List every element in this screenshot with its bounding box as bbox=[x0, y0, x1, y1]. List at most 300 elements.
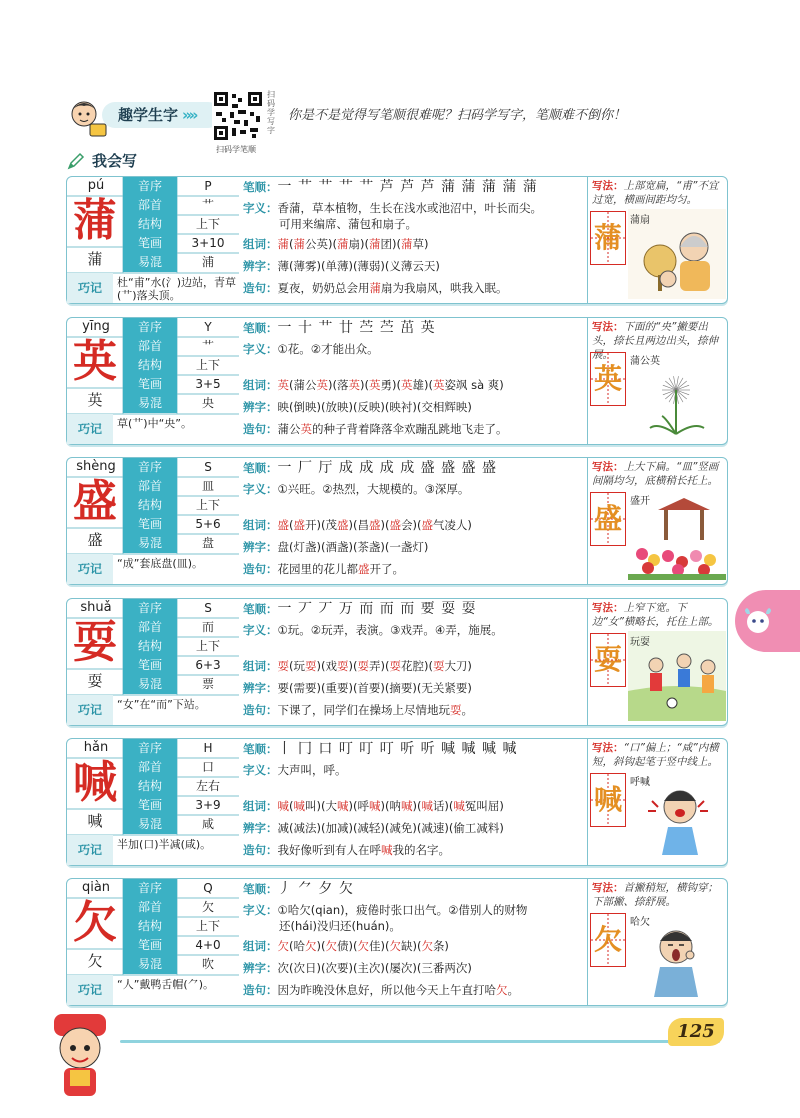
prop-value: 咸 bbox=[201, 817, 214, 831]
big-character: 喊 bbox=[73, 757, 117, 808]
detail-panel bbox=[239, 177, 587, 303]
stroke-order-label: 笔顺： bbox=[243, 882, 278, 896]
sentence-label: 造句： bbox=[243, 562, 278, 576]
prop-key: 音序 bbox=[123, 318, 177, 337]
prop-value: 上下 bbox=[195, 358, 220, 372]
writing-label: 写法： bbox=[592, 882, 624, 894]
words-line bbox=[243, 237, 428, 252]
writing-label: 写法： bbox=[592, 602, 624, 614]
arrows-icon: »» bbox=[182, 106, 196, 124]
distinguish-label: 辨字： bbox=[243, 821, 278, 835]
illustration-image bbox=[628, 986, 726, 1005]
prop-row-radical bbox=[123, 337, 239, 356]
prop-key: 部首 bbox=[123, 196, 177, 215]
prop-key: 部首 bbox=[123, 477, 177, 496]
char-card-sheng bbox=[66, 457, 728, 585]
prop-value: Y bbox=[204, 320, 212, 334]
trick-text: 半加(口)半减(咸)。 bbox=[117, 838, 212, 851]
student-mascot-icon bbox=[60, 96, 108, 138]
big-character: 蒲 bbox=[73, 195, 117, 246]
pinyin: qiàn bbox=[81, 880, 111, 895]
prop-value: P bbox=[204, 179, 212, 193]
words-text: 盛(盛开)(茂盛)(昌盛)(盛会)(盛气凌人) bbox=[277, 518, 472, 532]
stroke-order-label: 笔顺： bbox=[243, 742, 278, 756]
writing-panel bbox=[587, 318, 728, 444]
writing-panel bbox=[587, 879, 728, 1005]
sentence-text: 因为昨晚没休息好，所以他今天上午直打哈欠。 bbox=[277, 983, 519, 997]
distinguish-label: 辨字： bbox=[243, 961, 278, 975]
tianzige-box bbox=[590, 352, 626, 406]
writing-text: 上窄下宽。下边“女”横略长，托住上部。 bbox=[592, 602, 719, 628]
illustration-caption: 呼喊 bbox=[630, 777, 650, 788]
writing-label: 写法： bbox=[592, 180, 624, 192]
prop-key: 易混 bbox=[123, 675, 177, 694]
properties-table bbox=[123, 458, 239, 554]
sentence-label: 造句： bbox=[243, 422, 278, 436]
sentence-line bbox=[243, 422, 508, 437]
meaning-line-2 bbox=[279, 217, 417, 232]
prop-row-strokes bbox=[123, 936, 239, 955]
prop-row-structure bbox=[123, 215, 239, 234]
prop-value: 4+0 bbox=[195, 938, 221, 952]
qr-code-icon[interactable] bbox=[212, 90, 264, 142]
prop-key: 结构 bbox=[123, 637, 177, 656]
stroke-order-line bbox=[243, 321, 436, 336]
prop-key: 笔画 bbox=[123, 656, 177, 675]
distinguish-line bbox=[243, 540, 428, 555]
words-line bbox=[243, 659, 472, 674]
trick-label: 巧记 bbox=[67, 273, 113, 303]
writing-text: “口”偏上；“咸”内横短，斜钩起笔于竖中线上。 bbox=[592, 742, 719, 768]
meaning-label: 字义： bbox=[243, 201, 278, 215]
writing-text: 上大下扁。“皿”竖画间隔均匀，底横稍长托上。 bbox=[592, 461, 719, 487]
prop-row-radical bbox=[123, 618, 239, 637]
prop-row-radical bbox=[123, 898, 239, 917]
trick-row bbox=[67, 695, 239, 725]
illustration-image bbox=[628, 846, 726, 865]
prop-key: 易混 bbox=[123, 534, 177, 553]
words-line bbox=[243, 518, 472, 533]
properties-table bbox=[123, 599, 239, 695]
practice-character: 英 bbox=[593, 362, 622, 395]
illustration-caption: 蒲公英 bbox=[630, 356, 660, 367]
illustration bbox=[628, 350, 726, 440]
prop-value: 5+6 bbox=[195, 517, 221, 531]
sentence-line bbox=[243, 562, 404, 577]
prop-row-confusable bbox=[123, 675, 239, 694]
section-title-text: 我会写 bbox=[92, 152, 138, 170]
pinyin: hǎn bbox=[83, 740, 109, 755]
prop-row-structure bbox=[123, 917, 239, 936]
prop-key: 结构 bbox=[123, 496, 177, 515]
stroke-order-label: 笔顺： bbox=[243, 461, 278, 475]
prop-key: 音序 bbox=[123, 739, 177, 758]
words-line bbox=[243, 799, 504, 814]
practice-character: 耍 bbox=[593, 643, 622, 676]
prop-value: 3+10 bbox=[191, 236, 225, 250]
stroke-sequence: 一 厂 厅 成 成 成 成 盛 盛 盛 盛 bbox=[277, 460, 498, 476]
sentence-label: 造句： bbox=[243, 703, 278, 717]
sentence-line bbox=[243, 281, 508, 296]
pinyin: shèng bbox=[76, 459, 116, 474]
meaning-text: 大声叫，呼。 bbox=[277, 763, 347, 777]
prop-row-strokes bbox=[123, 656, 239, 675]
stroke-sequence: 一 丆 丆 万 而 而 而 要 耍 耍 bbox=[277, 601, 477, 617]
footer-line bbox=[120, 1040, 720, 1043]
prop-key: 音序 bbox=[123, 879, 177, 898]
distinguish-text: 盘(灯盏)(酒盏)(茶盏)(一盏灯) bbox=[277, 540, 429, 554]
prop-value: 3+9 bbox=[195, 798, 221, 812]
sentence-label: 造句： bbox=[243, 983, 278, 997]
writing-text: 下面的“央”撇要出头，捺长且两边出头，捺伸展。 bbox=[592, 321, 718, 361]
prop-key: 结构 bbox=[123, 356, 177, 375]
header bbox=[60, 88, 760, 154]
prop-row-structure bbox=[123, 777, 239, 796]
distinguish-line bbox=[243, 681, 472, 696]
properties-table bbox=[123, 879, 239, 975]
illustration-image bbox=[628, 706, 726, 725]
words-text: 欠(哈欠)(欠债)(欠佳)(欠缺)(欠条) bbox=[277, 939, 449, 953]
stroke-sequence: 一 ⺾ 艹 艹 艹 芦 芦 芦 蒲 蒲 蒲 蒲 蒲 bbox=[277, 179, 538, 195]
practice-character: 蒲 bbox=[593, 221, 622, 254]
prop-value: 央 bbox=[201, 396, 214, 410]
prop-key: 结构 bbox=[123, 917, 177, 936]
writing-tip bbox=[592, 881, 724, 909]
prop-value: S bbox=[204, 460, 212, 474]
meaning-line bbox=[243, 201, 542, 216]
side-tab bbox=[735, 590, 800, 652]
meaning-label: 字义： bbox=[243, 482, 278, 496]
qr-caption: 扫码学笔顺 bbox=[216, 145, 256, 154]
practice-character: 盛 bbox=[593, 502, 622, 535]
prop-row-structure bbox=[123, 496, 239, 515]
char-card-ying bbox=[66, 317, 728, 445]
stroke-order-label: 笔顺： bbox=[243, 180, 278, 194]
prop-key: 部首 bbox=[123, 898, 177, 917]
stroke-sequence: 丿 ⺈ 夕 欠 bbox=[277, 881, 354, 897]
prop-key: 易混 bbox=[123, 394, 177, 413]
illustration bbox=[628, 911, 726, 1001]
prop-value: 浦 bbox=[201, 255, 214, 269]
distinguish-text: 次(次日)(次要)(主次)(屡次)(三番两次) bbox=[277, 961, 472, 975]
stroke-order-label: 笔顺： bbox=[243, 321, 278, 335]
prop-row-confusable bbox=[123, 955, 239, 974]
prop-key: 易混 bbox=[123, 253, 177, 272]
tianzige-box bbox=[590, 633, 626, 687]
illustration-caption: 盛开 bbox=[630, 496, 650, 507]
meaning-text: 香蒲，草本植物，生长在浅水或池沼中，叶长而尖。 bbox=[277, 201, 542, 215]
pinyin: pú bbox=[87, 178, 105, 193]
stroke-order-line bbox=[243, 180, 538, 195]
words-label: 组词： bbox=[243, 939, 278, 953]
distinguish-line bbox=[243, 821, 504, 836]
writing-panel bbox=[587, 177, 728, 303]
prop-value: 左右 bbox=[195, 779, 220, 793]
distinguish-text: 减(减法)(加减)(减轻)(减免)(减速)(偷工减料) bbox=[277, 821, 504, 835]
writing-tip bbox=[592, 601, 724, 629]
prop-row-strokes bbox=[123, 234, 239, 253]
sentence-line bbox=[243, 983, 519, 998]
meaning-text: ①玩。②玩弄，表演。③戏弄。④弄，施展。 bbox=[277, 623, 503, 637]
words-label: 组词： bbox=[243, 378, 278, 392]
trick-row bbox=[67, 835, 239, 865]
meaning-label: 字义： bbox=[243, 623, 278, 637]
distinguish-line bbox=[243, 400, 472, 415]
prop-value: 上下 bbox=[195, 919, 220, 933]
practice-character: 喊 bbox=[593, 783, 622, 816]
trick-label: 巧记 bbox=[67, 695, 113, 725]
detail-panel bbox=[239, 739, 587, 865]
writing-label: 写法： bbox=[592, 321, 624, 333]
trick-label: 巧记 bbox=[67, 554, 113, 584]
words-label: 组词： bbox=[243, 518, 278, 532]
illustration-caption: 哈欠 bbox=[630, 917, 650, 928]
prop-row-order bbox=[123, 318, 239, 337]
big-character: 欠 bbox=[73, 897, 117, 948]
prop-row-structure bbox=[123, 356, 239, 375]
meaning-text: ①花。②才能出众。 bbox=[277, 342, 379, 356]
sentence-text: 夏夜，奶奶总会用蒲扇为我扇风，哄我入眠。 bbox=[277, 281, 508, 295]
prop-row-structure bbox=[123, 637, 239, 656]
properties-table bbox=[123, 177, 239, 273]
trick-row bbox=[67, 273, 239, 303]
prop-row-confusable bbox=[123, 815, 239, 834]
prop-value: 上下 bbox=[195, 498, 220, 512]
prop-key: 笔画 bbox=[123, 375, 177, 394]
sentence-label: 造句： bbox=[243, 843, 278, 857]
properties-table bbox=[123, 318, 239, 414]
meaning-line-2 bbox=[279, 919, 401, 934]
tianzige-box bbox=[590, 492, 626, 546]
meaning-line bbox=[243, 482, 469, 497]
prop-key: 笔画 bbox=[123, 515, 177, 534]
meaning-text-2: 还(hái)没归还(huán)。 bbox=[279, 919, 401, 933]
meaning-line bbox=[243, 623, 503, 638]
trick-text: “成”套底盘(皿)。 bbox=[117, 557, 203, 570]
page-banner bbox=[102, 102, 221, 128]
stroke-order-line bbox=[243, 461, 497, 476]
stroke-order-label: 笔顺： bbox=[243, 602, 278, 616]
char-panel bbox=[67, 318, 239, 444]
char-panel bbox=[67, 879, 239, 1005]
illustration bbox=[628, 631, 726, 721]
illustration-caption: 蒲扇 bbox=[630, 215, 650, 226]
small-character: 蒲 bbox=[87, 250, 103, 268]
illustration bbox=[628, 490, 726, 580]
small-character: 盛 bbox=[87, 531, 103, 549]
sentence-line bbox=[243, 703, 473, 718]
properties-table bbox=[123, 739, 239, 835]
tianzige-box bbox=[590, 913, 626, 967]
prop-key: 笔画 bbox=[123, 234, 177, 253]
prop-value: 而 bbox=[201, 620, 214, 634]
practice-character: 欠 bbox=[593, 923, 622, 956]
prop-key: 部首 bbox=[123, 618, 177, 637]
detail-panel bbox=[239, 318, 587, 444]
stroke-order-line bbox=[243, 602, 477, 617]
words-text: 英(蒲公英)(落英)(英勇)(英雄)(英姿飒 sà 爽) bbox=[277, 378, 504, 392]
pencil-icon bbox=[66, 151, 86, 171]
meaning-text-2: 可用来编席、蒲包和扇子。 bbox=[279, 217, 417, 231]
prop-key: 笔画 bbox=[123, 936, 177, 955]
prop-value: 上下 bbox=[195, 639, 220, 653]
char-panel bbox=[67, 599, 239, 725]
prop-value: 欠 bbox=[201, 900, 214, 914]
illustration-caption: 玩耍 bbox=[630, 637, 650, 648]
prop-row-order bbox=[123, 458, 239, 477]
illustration bbox=[628, 209, 726, 299]
writing-tip bbox=[592, 460, 724, 488]
words-label: 组词： bbox=[243, 237, 278, 251]
prop-row-strokes bbox=[123, 515, 239, 534]
distinguish-text: 映(倒映)(放映)(反映)(映衬)(交相辉映) bbox=[277, 400, 472, 414]
prop-value: 口 bbox=[201, 760, 214, 774]
sheep-icon bbox=[741, 604, 775, 638]
illustration bbox=[628, 771, 726, 861]
meaning-label: 字义： bbox=[243, 903, 278, 917]
detail-panel bbox=[239, 458, 587, 584]
trick-label: 巧记 bbox=[67, 414, 113, 444]
detail-panel bbox=[239, 599, 587, 725]
prop-row-strokes bbox=[123, 375, 239, 394]
trick-row bbox=[67, 975, 239, 1005]
small-character: 喊 bbox=[87, 812, 103, 830]
prop-row-radical bbox=[123, 758, 239, 777]
words-label: 组词： bbox=[243, 659, 278, 673]
words-line bbox=[243, 939, 449, 954]
distinguish-label: 辨字： bbox=[243, 540, 278, 554]
distinguish-line bbox=[243, 259, 440, 274]
sentence-line bbox=[243, 843, 450, 858]
writing-tip bbox=[592, 179, 724, 207]
words-label: 组词： bbox=[243, 799, 278, 813]
prop-key: 部首 bbox=[123, 337, 177, 356]
prop-row-order bbox=[123, 739, 239, 758]
distinguish-label: 辨字： bbox=[243, 400, 278, 414]
big-character: 耍 bbox=[73, 617, 117, 668]
writing-text: 首撇稍短，横钩穿；下部撇、捺舒展。 bbox=[592, 882, 718, 908]
stroke-order-line bbox=[243, 882, 354, 897]
sentence-label: 造句： bbox=[243, 281, 278, 295]
trick-text: “人”戴鸭舌帽(⺈)。 bbox=[117, 978, 214, 991]
writing-panel bbox=[587, 458, 728, 584]
prop-value: 票 bbox=[201, 677, 214, 691]
prop-value: 艹 bbox=[201, 339, 214, 353]
prop-key: 部首 bbox=[123, 758, 177, 777]
prop-value: 皿 bbox=[201, 479, 214, 493]
char-panel bbox=[67, 739, 239, 865]
writing-panel bbox=[587, 739, 728, 865]
writing-tip bbox=[592, 741, 724, 769]
prop-key: 笔画 bbox=[123, 796, 177, 815]
kid-mascot-icon bbox=[40, 1008, 120, 1104]
meaning-label: 字义： bbox=[243, 763, 278, 777]
trick-text: 杜“甫”水(氵)边站，青草(艹)落头顶。 bbox=[117, 276, 236, 302]
trick-label: 巧记 bbox=[67, 835, 113, 865]
trick-label: 巧记 bbox=[67, 975, 113, 1005]
banner-title: 趣学生字 bbox=[118, 106, 179, 124]
meaning-text: ①哈欠(qian)，疲倦时张口出气。②借别人的财物 bbox=[277, 903, 528, 917]
tip-text: 你是不是觉得写笔顺很难呢？扫码学写字，笔顺难不倒你！ bbox=[288, 108, 627, 123]
page-number: 125 bbox=[668, 1018, 724, 1046]
prop-value: 盘 bbox=[201, 536, 214, 550]
stroke-sequence: 一 十 艹 廿 苎 苎 茁 英 bbox=[277, 320, 436, 336]
prop-row-confusable bbox=[123, 253, 239, 272]
pinyin: shuǎ bbox=[80, 600, 112, 615]
meaning-label: 字义： bbox=[243, 342, 278, 356]
meaning-line bbox=[243, 903, 527, 918]
tianzige-box bbox=[590, 211, 626, 265]
stroke-sequence: 丨 冂 口 叮 叮 叮 听 听 喊 喊 喊 喊 bbox=[277, 741, 518, 757]
char-card-han bbox=[66, 738, 728, 866]
tianzige-box bbox=[590, 773, 626, 827]
distinguish-label: 辨字： bbox=[243, 681, 278, 695]
char-card-shua bbox=[66, 598, 728, 726]
meaning-line bbox=[243, 342, 379, 357]
sentence-text: 我好像听到有人在呼喊我的名字。 bbox=[277, 843, 450, 857]
prop-key: 结构 bbox=[123, 215, 177, 234]
writing-text: 上部宽扁，“甫”不宜过宽，横画间距均匀。 bbox=[592, 180, 719, 206]
char-panel bbox=[67, 458, 239, 584]
distinguish-line bbox=[243, 961, 472, 976]
writing-panel bbox=[587, 599, 728, 725]
prop-value: S bbox=[204, 601, 212, 615]
char-card-qian bbox=[66, 878, 728, 1006]
stroke-order-line bbox=[243, 742, 517, 757]
writing-label: 写法： bbox=[592, 461, 624, 473]
trick-row bbox=[67, 414, 239, 444]
sentence-text: 蒲公英的种子背着降落伞欢蹦乱跳地飞走了。 bbox=[277, 422, 508, 436]
trick-text: “女”在“而”下站。 bbox=[117, 698, 206, 711]
writing-label: 写法： bbox=[592, 742, 624, 754]
prop-value: 3+5 bbox=[195, 377, 221, 391]
char-card-pu bbox=[66, 176, 728, 304]
words-text: 蒲(蒲公英)(蒲扇)(蒲团)(蒲草) bbox=[277, 237, 429, 251]
words-text: 喊(喊叫)(大喊)(呼喊)(呐喊)(喊话)(喊冤叫屈) bbox=[277, 799, 504, 813]
prop-row-radical bbox=[123, 196, 239, 215]
prop-key: 音序 bbox=[123, 458, 177, 477]
prop-row-radical bbox=[123, 477, 239, 496]
words-line bbox=[243, 378, 504, 393]
prop-value: 艹 bbox=[201, 198, 214, 212]
prop-value: 吹 bbox=[201, 957, 214, 971]
meaning-text: ①兴旺。②热烈，大规模的。③深厚。 bbox=[277, 482, 470, 496]
qr-side-text: 扫码学写字 bbox=[267, 90, 275, 135]
big-character: 盛 bbox=[73, 476, 117, 527]
distinguish-text: 要(需要)(重要)(首要)(摘要)(无关紧要) bbox=[277, 681, 472, 695]
sentence-text: 下课了，同学们在操场上尽情地玩耍。 bbox=[277, 703, 473, 717]
prop-row-order bbox=[123, 599, 239, 618]
illustration-image bbox=[628, 565, 726, 584]
distinguish-text: 薄(薄雾)(单薄)(薄弱)(义薄云天) bbox=[277, 259, 440, 273]
trick-text: 草(艹)中“央”。 bbox=[117, 417, 192, 430]
words-text: 耍(玩耍)(戏耍)(耍弄)(耍花腔)(耍大刀) bbox=[277, 659, 472, 673]
prop-key: 结构 bbox=[123, 777, 177, 796]
prop-row-order bbox=[123, 177, 239, 196]
prop-row-confusable bbox=[123, 534, 239, 553]
pinyin: yīng bbox=[82, 319, 110, 334]
illustration-image bbox=[628, 284, 726, 303]
small-character: 欠 bbox=[87, 952, 103, 970]
big-character: 英 bbox=[73, 336, 117, 387]
prop-row-confusable bbox=[123, 394, 239, 413]
illustration-image bbox=[628, 425, 726, 444]
prop-value: Q bbox=[203, 881, 213, 895]
prop-value: 上下 bbox=[195, 217, 220, 231]
prop-value: 6+3 bbox=[195, 658, 221, 672]
prop-key: 易混 bbox=[123, 815, 177, 834]
prop-key: 易混 bbox=[123, 955, 177, 974]
